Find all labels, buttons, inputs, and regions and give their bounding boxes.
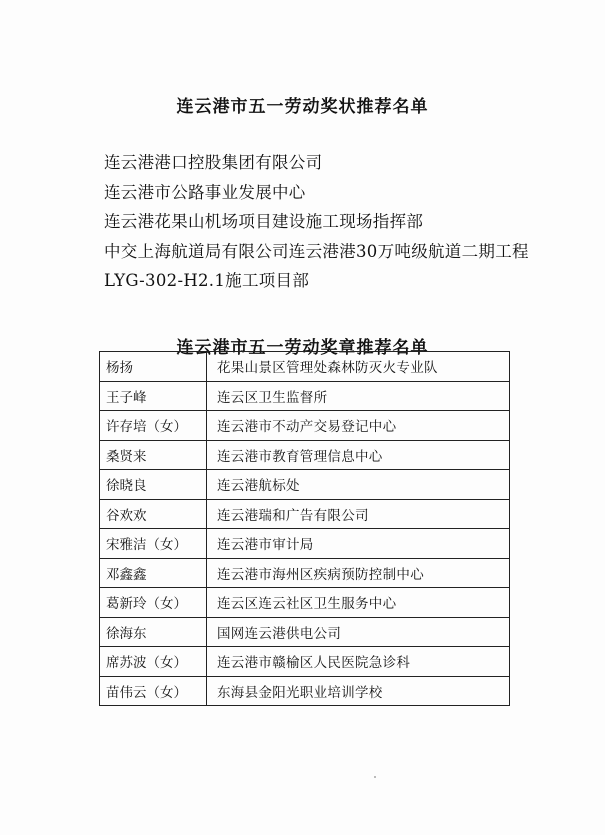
org-cell: 连云港瑞和广告有限公司 xyxy=(207,499,510,529)
table-row xyxy=(100,676,510,706)
table-row xyxy=(100,558,510,588)
org-cell: 连云港市教育管理信息中心 xyxy=(207,440,510,470)
table-row xyxy=(100,352,510,382)
name-cell: 徐海东 xyxy=(100,617,207,647)
name-cell: 杨扬 xyxy=(100,352,207,382)
name-cell: 谷欢欢 xyxy=(100,499,207,529)
org-cell: 连云港市赣榆区人民医院急诊科 xyxy=(207,647,510,677)
table-row xyxy=(100,617,510,647)
table-row xyxy=(100,470,510,500)
org-cell: 连云港市审计局 xyxy=(207,529,510,559)
table-row xyxy=(100,499,510,529)
name-cell: 许存培（女） xyxy=(100,411,207,441)
award-list xyxy=(104,148,574,296)
name-cell: 葛新玲（女） xyxy=(100,588,207,618)
name-cell: 席苏波（女） xyxy=(100,647,207,677)
scan-speck xyxy=(374,776,376,778)
award-item: LYG-302-H2.1施工项目部 xyxy=(104,271,310,290)
name-cell: 苗伟云（女） xyxy=(100,676,207,706)
org-cell: 国网连云港供电公司 xyxy=(207,617,510,647)
org-cell: 连云港市不动产交易登记中心 xyxy=(207,411,510,441)
org-cell: 东海县金阳光职业培训学校 xyxy=(207,676,510,706)
medal-table xyxy=(99,351,510,706)
name-cell: 桑贤来 xyxy=(100,440,207,470)
table-row xyxy=(100,529,510,559)
table-row xyxy=(100,647,510,677)
award-list-title: 连云港市五一劳动奖状推荐名单 xyxy=(176,97,429,117)
name-cell: 邓鑫鑫 xyxy=(100,558,207,588)
award-item: 中交上海航道局有限公司连云港港30万吨级航道二期工程 xyxy=(104,241,529,261)
org-cell: 连云区卫生监督所 xyxy=(207,381,510,411)
table-row xyxy=(100,381,510,411)
award-item: 连云港市公路事业发展中心 xyxy=(104,182,306,202)
award-item: 连云港港口控股集团有限公司 xyxy=(104,153,323,172)
award-item: 连云港花果山机场项目建设施工现场指挥部 xyxy=(104,212,424,231)
org-cell: 花果山景区管理处森林防灭火专业队 xyxy=(207,352,510,382)
org-cell: 连云区连云社区卫生服务中心 xyxy=(207,588,510,618)
medal-list-title: 连云港市五一劳动奖章推荐名单 xyxy=(176,338,429,358)
org-cell: 连云港航标处 xyxy=(207,470,510,500)
table-row xyxy=(100,411,510,441)
table-row xyxy=(100,588,510,618)
name-cell: 宋雅洁（女） xyxy=(100,529,207,559)
org-cell: 连云港市海州区疾病预防控制中心 xyxy=(207,558,510,588)
name-cell: 王子峰 xyxy=(100,381,207,411)
table-row xyxy=(100,440,510,470)
name-cell: 徐晓良 xyxy=(100,470,207,500)
